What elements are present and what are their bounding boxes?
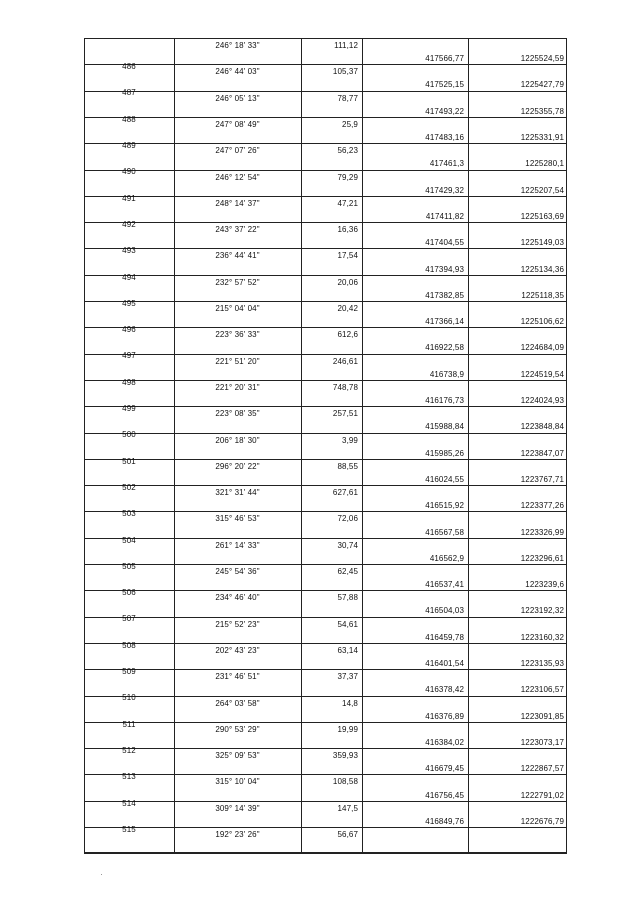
point-number: 498 xyxy=(122,378,136,387)
column-rule xyxy=(301,38,302,853)
x-coordinate: 416537,41 xyxy=(425,580,464,589)
x-coordinate: 416024,55 xyxy=(425,475,464,484)
distance-cell: 88,55 xyxy=(337,462,358,471)
y-coordinate: 1225331,91 xyxy=(520,133,564,142)
bearing-cell: 221° 20' 31" xyxy=(215,383,260,392)
distance-cell: 56,67 xyxy=(337,830,358,839)
bearing-cell: 245° 54' 36" xyxy=(215,567,260,576)
x-coordinate: 417429,32 xyxy=(425,186,464,195)
point-number: 504 xyxy=(122,536,136,545)
distance-cell: 17,54 xyxy=(337,251,358,260)
bearing-cell: 315° 46' 53" xyxy=(215,514,260,523)
bearing-cell: 261° 14' 33" xyxy=(215,541,260,550)
point-number: 513 xyxy=(122,772,136,781)
y-coordinate: 1223073,17 xyxy=(520,738,564,747)
bearing-cell: 221° 51' 20" xyxy=(215,357,260,366)
bearing-cell: 192° 23' 26" xyxy=(215,830,260,839)
point-number: 515 xyxy=(122,825,136,834)
distance-cell: 20,06 xyxy=(337,278,358,287)
y-coordinate: 1225134,36 xyxy=(520,265,564,274)
scan-speck xyxy=(101,874,102,875)
distance-cell: 20,42 xyxy=(337,304,358,313)
point-number: 505 xyxy=(122,562,136,571)
point-number: 497 xyxy=(122,351,136,360)
distance-cell: 37,37 xyxy=(337,672,358,681)
x-coordinate: 416849,76 xyxy=(425,817,464,826)
y-coordinate: 1223296,61 xyxy=(520,554,564,563)
distance-cell: 25,9 xyxy=(342,120,358,129)
distance-cell: 79,29 xyxy=(337,173,358,182)
point-number: 511 xyxy=(122,720,136,729)
point-number: 514 xyxy=(122,799,136,808)
y-coordinate: 1223326,99 xyxy=(520,528,564,537)
y-coordinate: 1223192,32 xyxy=(520,606,564,615)
distance-cell: 57,88 xyxy=(337,593,358,602)
x-coordinate: 416384,02 xyxy=(425,738,464,747)
bearing-cell: 246° 05' 13" xyxy=(215,94,260,103)
distance-cell: 14,8 xyxy=(342,699,358,708)
bearing-cell: 321° 31' 44" xyxy=(215,488,260,497)
y-coordinate: 1223848,84 xyxy=(520,422,564,431)
row-rule xyxy=(84,853,567,854)
x-coordinate: 416504,03 xyxy=(425,606,464,615)
x-coordinate: 417382,85 xyxy=(425,291,464,300)
distance-cell: 3,99 xyxy=(342,436,358,445)
point-number: 500 xyxy=(122,430,136,439)
point-number: 491 xyxy=(122,194,136,203)
bearing-cell: 246° 44' 03" xyxy=(215,67,260,76)
row-rule xyxy=(84,852,567,853)
x-coordinate: 416459,78 xyxy=(425,633,464,642)
point-number: 488 xyxy=(122,115,136,124)
point-number: 489 xyxy=(122,141,136,150)
point-number: 510 xyxy=(122,693,136,702)
distance-cell: 30,74 xyxy=(337,541,358,550)
point-number: 509 xyxy=(122,667,136,676)
distance-cell: 246,61 xyxy=(332,357,358,366)
point-number: 508 xyxy=(122,641,136,650)
y-coordinate: 1222676,79 xyxy=(520,817,564,826)
bearing-cell: 223° 08' 35" xyxy=(215,409,260,418)
y-coordinate: 1224024,93 xyxy=(520,396,564,405)
point-number: 507 xyxy=(122,614,136,623)
x-coordinate: 416378,42 xyxy=(425,685,464,694)
x-coordinate: 416738,9 xyxy=(429,370,464,379)
y-coordinate: 1223160,32 xyxy=(520,633,564,642)
point-number: 503 xyxy=(122,509,136,518)
bearing-cell: 232° 57' 52" xyxy=(215,278,260,287)
x-coordinate: 417566,77 xyxy=(425,54,464,63)
bearing-cell: 243° 37' 22" xyxy=(215,225,260,234)
distance-cell: 19,99 xyxy=(337,725,358,734)
x-coordinate: 416376,89 xyxy=(425,712,464,721)
distance-cell: 108,58 xyxy=(332,777,358,786)
y-coordinate: 1223847,07 xyxy=(520,449,564,458)
distance-cell: 72,06 xyxy=(337,514,358,523)
y-coordinate: 1222791,02 xyxy=(520,791,564,800)
bearing-cell: 231° 46' 51" xyxy=(215,672,260,681)
point-number: 486 xyxy=(122,62,136,71)
point-number: 490 xyxy=(122,167,136,176)
y-coordinate: 1223377,26 xyxy=(520,501,564,510)
distance-cell: 359,93 xyxy=(332,751,358,760)
point-number: 501 xyxy=(122,457,136,466)
distance-cell: 111,12 xyxy=(334,41,358,50)
bearing-cell: 234° 46' 40" xyxy=(215,593,260,602)
bearing-cell: 315° 10' 04" xyxy=(215,777,260,786)
distance-cell: 105,37 xyxy=(332,67,358,76)
y-coordinate: 1223767,71 xyxy=(520,475,564,484)
x-coordinate: 416567,58 xyxy=(425,528,464,537)
point-number: 494 xyxy=(122,273,136,282)
distance-cell: 16,36 xyxy=(337,225,358,234)
y-coordinate: 1223135,93 xyxy=(520,659,564,668)
x-coordinate: 417493,22 xyxy=(425,107,464,116)
x-coordinate: 416176,73 xyxy=(425,396,464,405)
x-coordinate: 417461,3 xyxy=(429,159,464,168)
y-coordinate: 1225149,03 xyxy=(520,238,564,247)
distance-cell: 63,14 xyxy=(337,646,358,655)
point-number: 506 xyxy=(122,588,136,597)
bearing-cell: 223° 36' 33" xyxy=(215,330,260,339)
bearing-cell: 202° 43' 23" xyxy=(215,646,260,655)
distance-cell: 257,51 xyxy=(332,409,358,418)
y-coordinate: 1222867,57 xyxy=(520,764,564,773)
x-coordinate: 416562,9 xyxy=(429,554,464,563)
bearing-cell: 215° 04' 04" xyxy=(215,304,260,313)
distance-cell: 56,23 xyxy=(337,146,358,155)
y-coordinate: 1225106,62 xyxy=(520,317,564,326)
point-number: 492 xyxy=(122,220,136,229)
y-coordinate: 1223106,57 xyxy=(520,685,564,694)
x-coordinate: 415988,84 xyxy=(425,422,464,431)
point-number: 496 xyxy=(122,325,136,334)
distance-cell: 748,78 xyxy=(332,383,358,392)
bearing-cell: 215° 52' 23" xyxy=(215,620,260,629)
bearing-cell: 246° 18' 33" xyxy=(215,41,260,50)
y-coordinate: 1225524,59 xyxy=(520,54,564,63)
column-rule xyxy=(566,38,567,853)
y-coordinate: 1225355,78 xyxy=(520,107,564,116)
bearing-cell: 296° 20' 22" xyxy=(215,462,260,471)
y-coordinate: 1225163,69 xyxy=(520,212,564,221)
point-number: 493 xyxy=(122,246,136,255)
bearing-cell: 264° 03' 58" xyxy=(215,699,260,708)
x-coordinate: 416756,45 xyxy=(425,791,464,800)
distance-cell: 612,6 xyxy=(337,330,358,339)
x-coordinate: 417525,15 xyxy=(425,80,464,89)
distance-cell: 78,77 xyxy=(337,94,358,103)
point-number: 499 xyxy=(122,404,136,413)
x-coordinate: 415985,26 xyxy=(425,449,464,458)
bearing-cell: 247° 07' 26" xyxy=(215,146,260,155)
x-coordinate: 417404,55 xyxy=(425,238,464,247)
x-coordinate: 417394,93 xyxy=(425,265,464,274)
y-coordinate: 1223239,6 xyxy=(525,580,564,589)
x-coordinate: 416401,54 xyxy=(425,659,464,668)
y-coordinate: 1224519,54 xyxy=(520,370,564,379)
distance-cell: 54,61 xyxy=(337,620,358,629)
bearing-cell: 325° 09' 53" xyxy=(215,751,260,760)
bearing-cell: 206° 18' 30" xyxy=(215,436,260,445)
y-coordinate: 1225280,1 xyxy=(525,159,564,168)
point-number: 487 xyxy=(122,88,136,97)
y-coordinate: 1225118,35 xyxy=(521,291,564,300)
coordinates-table xyxy=(84,38,567,853)
point-number: 502 xyxy=(122,483,136,492)
x-coordinate: 417411,82 xyxy=(425,212,464,221)
bearing-cell: 236° 44' 41" xyxy=(215,251,260,260)
y-coordinate: 1223091,85 xyxy=(520,712,564,721)
bearing-cell: 290° 53' 29" xyxy=(215,725,260,734)
bearing-cell: 248° 14' 37" xyxy=(215,199,260,208)
point-number: 495 xyxy=(122,299,136,308)
x-coordinate: 416515,92 xyxy=(425,501,464,510)
x-coordinate: 416922,58 xyxy=(425,343,464,352)
bearing-cell: 247° 08' 49" xyxy=(215,120,260,129)
distance-cell: 62,45 xyxy=(337,567,358,576)
bearing-cell: 246° 12' 54" xyxy=(215,173,260,182)
x-coordinate: 417483,16 xyxy=(425,133,464,142)
x-coordinate: 417366,14 xyxy=(425,317,464,326)
distance-cell: 47,21 xyxy=(337,199,358,208)
x-coordinate: 416679,45 xyxy=(425,764,464,773)
y-coordinate: 1224684,09 xyxy=(520,343,564,352)
bearing-cell: 309° 14' 39" xyxy=(215,804,260,813)
point-number: 512 xyxy=(122,746,136,755)
distance-cell: 627,61 xyxy=(332,488,358,497)
y-coordinate: 1225427,79 xyxy=(520,80,564,89)
y-coordinate: 1225207,54 xyxy=(520,186,564,195)
distance-cell: 147,5 xyxy=(337,804,358,813)
row-rule xyxy=(84,38,567,39)
